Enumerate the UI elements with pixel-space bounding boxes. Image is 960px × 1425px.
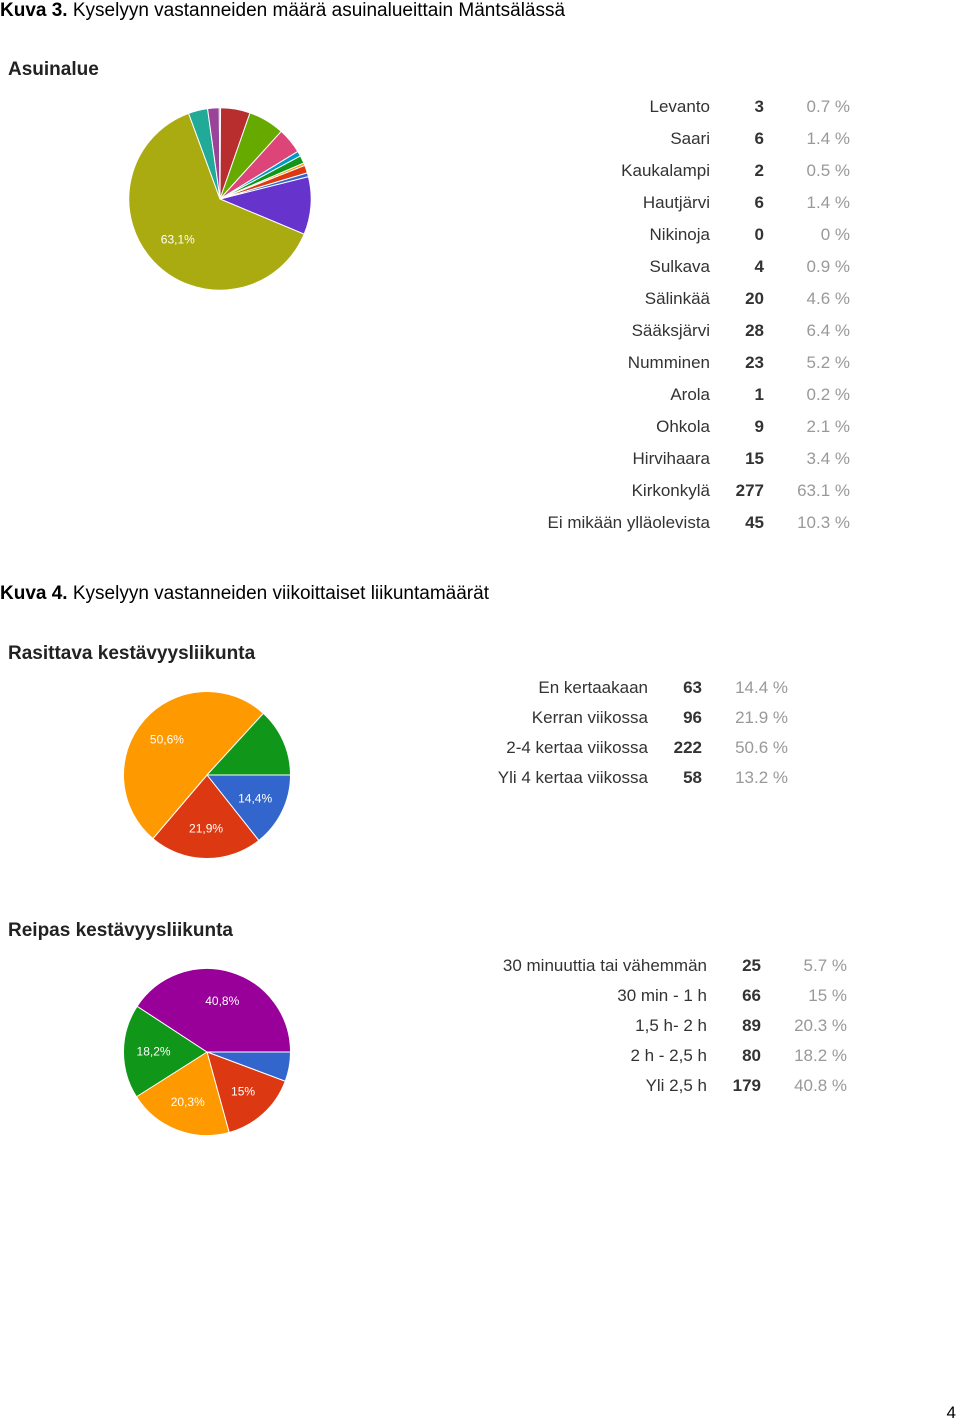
legend-row [547, 219, 850, 251]
legend-count: 80 [742, 1046, 761, 1065]
legend-percent: 1.4 % [806, 129, 850, 148]
legend-row [547, 283, 850, 315]
legend-percent: 5.7 % [803, 956, 847, 975]
legend-row [547, 251, 850, 283]
legend-percent: 15 % [808, 986, 847, 1005]
legend-percent: 40.8 % [794, 1076, 847, 1095]
legend-row [498, 673, 788, 703]
legend-percent: 6.4 % [806, 321, 850, 340]
legend-row [547, 475, 850, 507]
figure-3-caption [0, 0, 565, 22]
legend-category-label: Kirkonkylä [631, 481, 710, 500]
legend-percent: 13.2 % [735, 768, 788, 787]
figure-4-number: Kuva 4. [0, 583, 68, 604]
legend-category-label: Yli 2,5 h [645, 1076, 707, 1095]
legend-percent: 14.4 % [735, 678, 788, 697]
legend-category-label: Ohkola [656, 417, 710, 436]
chart-1-title: Asuinalue [8, 59, 99, 80]
legend-category-label: Nikinoja [649, 225, 710, 244]
legend-category-label: En kertaakaan [538, 678, 648, 697]
pie-slice-label: 18,2% [136, 1044, 171, 1059]
legend-count: 20 [745, 289, 764, 308]
chart-3-pie [120, 965, 294, 1139]
pie-slice-label: 21,9% [189, 821, 224, 836]
pie-slice-label: 14,4% [238, 791, 273, 806]
pie-slice-label: 63,1% [160, 232, 195, 247]
legend-count: 222 [673, 738, 702, 757]
legend-count: 1 [754, 385, 764, 404]
legend-row [547, 507, 850, 539]
legend-percent: 21.9 % [735, 708, 788, 727]
legend-category-label: Ei mikään ylläolevista [547, 513, 710, 532]
legend-percent: 0.7 % [806, 97, 850, 116]
legend-category-label: Yli 4 kertaa viikossa [497, 768, 648, 787]
legend-row [503, 951, 847, 981]
legend-row [547, 315, 850, 347]
legend-category-label: 1,5 h- 2 h [635, 1016, 707, 1035]
legend-row [547, 123, 850, 155]
legend-count: 15 [745, 449, 764, 468]
legend-count: 9 [754, 417, 764, 436]
chart-3-title: Reipas kestävyysliikunta [8, 920, 233, 941]
chart-2-legend [498, 673, 788, 793]
legend-count: 45 [745, 513, 764, 532]
legend-row [547, 443, 850, 475]
page-number: 4 [946, 1403, 956, 1422]
legend-row [503, 981, 847, 1011]
figure-4-caption [0, 583, 489, 605]
legend-row [547, 187, 850, 219]
legend-category-label: Kerran viikossa [531, 708, 648, 727]
legend-row [547, 155, 850, 187]
chart-1-legend [547, 91, 850, 539]
chart-1-pie [125, 104, 315, 294]
legend-row [503, 1071, 847, 1101]
legend-category-label: Sulkava [649, 257, 710, 276]
legend-category-label: Sälinkää [644, 289, 710, 308]
chart-3-legend [503, 951, 847, 1101]
legend-category-label: Saari [670, 129, 710, 148]
legend-percent: 0.2 % [806, 385, 850, 404]
legend-category-label: Kaukalampi [621, 161, 710, 180]
legend-percent: 50.6 % [735, 738, 788, 757]
figure-4-text: Kyselyyn vastanneiden viikoittaiset liikuntamäärät [72, 583, 489, 604]
pie-slice-label: 20,3% [170, 1094, 205, 1109]
figure-3-text: Kyselyyn vastanneiden määrä asuinalueittain Mäntsälässä [72, 0, 566, 21]
legend-category-label: Sääksjärvi [631, 321, 710, 340]
legend-percent: 0 % [820, 225, 850, 244]
legend-percent: 2.1 % [806, 417, 850, 436]
legend-percent: 63.1 % [797, 481, 850, 500]
legend-count: 96 [683, 708, 702, 727]
legend-row [498, 703, 788, 733]
pie-slice-label: 15% [231, 1084, 256, 1099]
legend-percent: 20.3 % [794, 1016, 847, 1035]
legend-percent: 0.9 % [806, 257, 850, 276]
legend-count: 3 [754, 97, 764, 116]
legend-count: 89 [742, 1016, 761, 1035]
legend-category-label: Hautjärvi [642, 193, 710, 212]
legend-category-label: Numminen [627, 353, 710, 372]
legend-category-label: Levanto [649, 97, 710, 116]
legend-count: 6 [754, 193, 764, 212]
chart-2-pie [120, 688, 294, 862]
legend-category-label: 30 minuuttia tai vähemmän [502, 956, 707, 975]
legend-count: 25 [742, 956, 761, 975]
legend-row [547, 411, 850, 443]
legend-row [547, 91, 850, 123]
legend-row [498, 733, 788, 763]
legend-count: 2 [754, 161, 764, 180]
legend-percent: 1.4 % [806, 193, 850, 212]
legend-count: 179 [732, 1076, 761, 1095]
legend-count: 0 [754, 225, 764, 244]
legend-count: 58 [683, 768, 702, 787]
pie-slice-label: 40,8% [205, 993, 240, 1008]
legend-percent: 18.2 % [794, 1046, 847, 1065]
legend-count: 277 [735, 481, 764, 500]
legend-count: 23 [745, 353, 764, 372]
legend-count: 6 [754, 129, 764, 148]
legend-category-label: Hirvihaara [632, 449, 710, 468]
legend-count: 4 [754, 257, 764, 276]
legend-category-label: Arola [670, 385, 710, 404]
legend-count: 28 [745, 321, 764, 340]
legend-row [547, 379, 850, 411]
chart-2-title: Rasittava kestävyysliikunta [8, 643, 256, 664]
legend-category-label: 30 min - 1 h [617, 986, 707, 1005]
legend-row [503, 1041, 847, 1071]
figure-3-number: Kuva 3. [0, 0, 68, 21]
pie-slice-label: 50,6% [149, 732, 184, 747]
legend-percent: 5.2 % [806, 353, 850, 372]
legend-count: 63 [683, 678, 702, 697]
legend-percent: 3.4 % [806, 449, 850, 468]
legend-row [547, 347, 850, 379]
legend-percent: 4.6 % [806, 289, 850, 308]
legend-row [503, 1011, 847, 1041]
legend-category-label: 2-4 kertaa viikossa [506, 738, 648, 757]
legend-percent: 0.5 % [806, 161, 850, 180]
legend-row [498, 763, 788, 793]
legend-category-label: 2 h - 2,5 h [630, 1046, 707, 1065]
legend-count: 66 [742, 986, 761, 1005]
legend-percent: 10.3 % [797, 513, 850, 532]
